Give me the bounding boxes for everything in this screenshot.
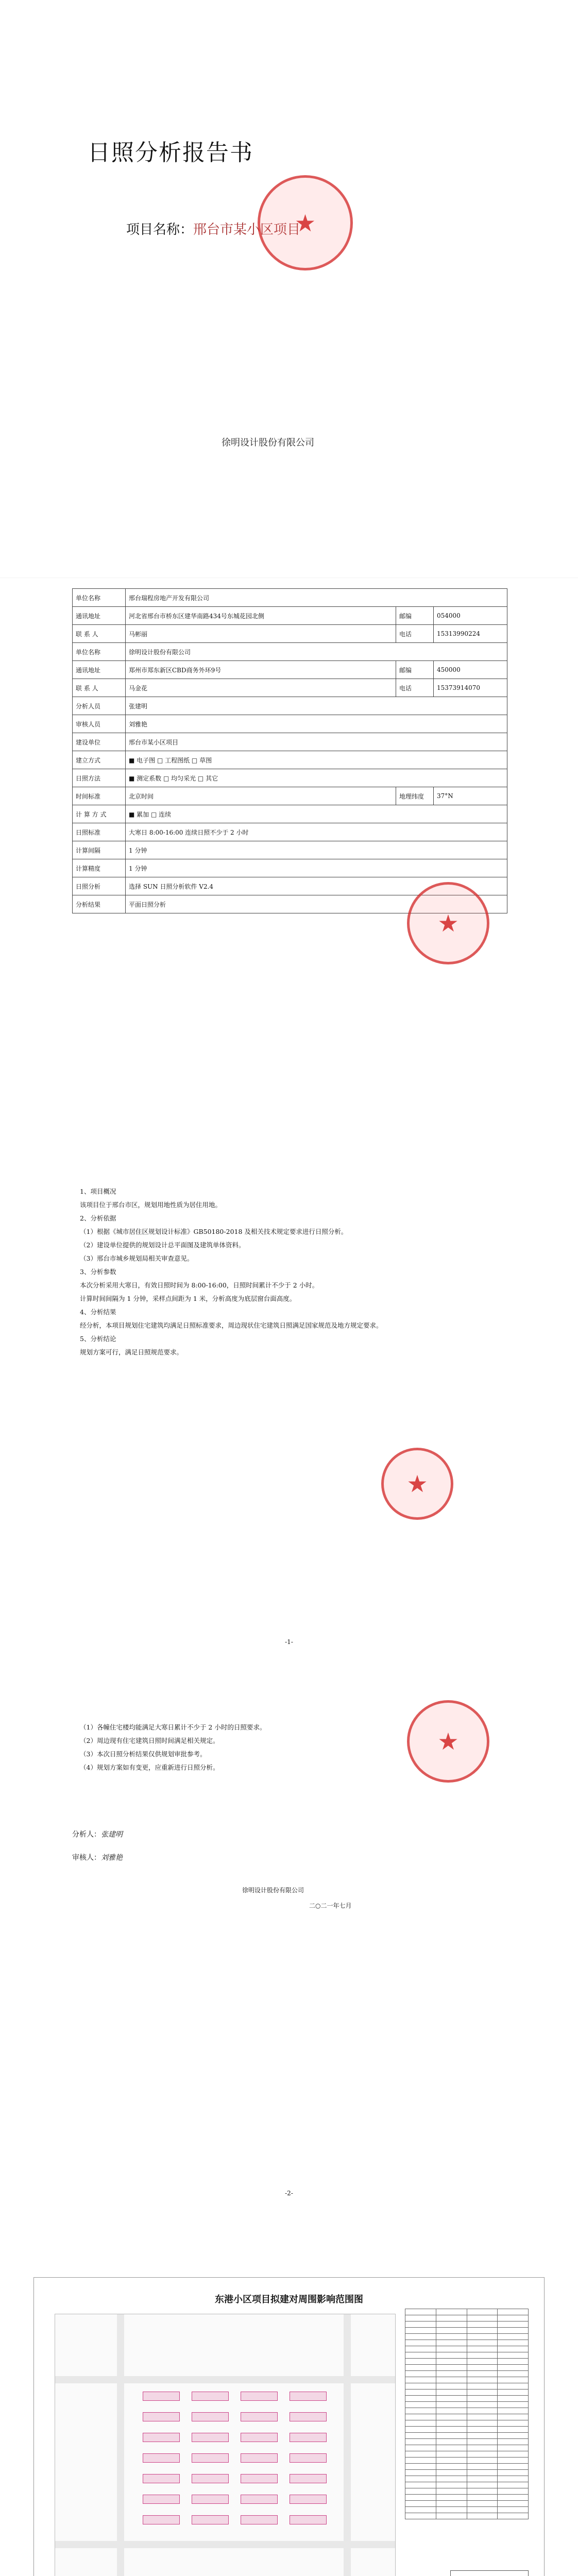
info-value: 选择 SUN 日照分析软件 V2.4 — [126, 877, 507, 895]
info-label-2: 电话 — [396, 625, 434, 643]
info-row — [73, 697, 507, 715]
cover-page — [0, 0, 578, 577]
info-value: 郑州市郑东新区CBD商务外环9号 — [126, 661, 396, 679]
info-label: 日照分析 — [73, 877, 126, 895]
info-value: ■ 电子图 □ 工程图纸 □ 草图 — [126, 751, 507, 769]
seal-star-icon: ★ — [437, 1727, 459, 1755]
info-value-2: 37°N — [434, 787, 507, 805]
info-label: 单位名称 — [73, 643, 126, 661]
info-row — [73, 859, 507, 877]
info-label-2: 邮编 — [396, 661, 434, 679]
info-label: 计 算 方 式 — [73, 805, 126, 823]
building-block — [290, 2474, 327, 2483]
info-label: 分析人员 — [73, 697, 126, 715]
paragraph: （2）建设单位提供的规划设计总平面图及建筑单体资料。 — [80, 1241, 245, 1249]
info-label: 建立方式 — [73, 751, 126, 769]
site-plan — [55, 2314, 396, 2576]
building-block — [192, 2495, 229, 2504]
paragraph: （1）根据《城市居住区规划设计标准》GB50180-2018 及相关技术规定要求进行日照分析。 — [80, 1228, 348, 1235]
building-block — [192, 2474, 229, 2483]
building-block — [241, 2412, 278, 2421]
paragraph: （4）规划方案如有变更，应重新进行日照分析。 — [80, 1764, 219, 1771]
info-row — [73, 805, 507, 823]
info-value: 北京时间 — [126, 787, 396, 805]
conclusion-seal — [407, 1700, 489, 1783]
paragraph: 规划方案可行，满足日照规范要求。 — [80, 1348, 183, 1356]
info-value: 邢台瑞程房地产开发有限公司 — [126, 589, 507, 607]
analyst-signature: 分析人：张建明 — [72, 1831, 123, 1839]
report-title: 日照分析报告书 — [88, 140, 253, 166]
info-value-2: 450000 — [434, 661, 507, 679]
page-number: -2- — [285, 2190, 293, 2197]
building-block — [290, 2392, 327, 2401]
reviewer-signature: 审核人：刘雅艳 — [72, 1854, 123, 1862]
paragraph: 经分析，本项目规划住宅建筑均满足日照标准要求，周边现状住宅建筑日照满足国家规范及地方规定要求。 — [80, 1321, 383, 1329]
building-block — [290, 2412, 327, 2421]
paragraph: （3）本次日照分析结果仅供规划审批参考。 — [80, 1750, 207, 1758]
info-row — [73, 733, 507, 751]
drawing-legend — [405, 2309, 529, 2576]
company-signature: 徐明设计股份有限公司 — [242, 1887, 304, 1894]
info-label: 通讯地址 — [73, 607, 126, 625]
building-block — [143, 2392, 180, 2401]
info-label: 单位名称 — [73, 589, 126, 607]
paragraph: 该项目位于邢台市区，规划用地性质为居住用地。 — [80, 1201, 222, 1209]
building-block — [143, 2412, 180, 2421]
seal-star-icon: ★ — [406, 1470, 428, 1498]
info-label: 分析结果 — [73, 895, 126, 913]
building-block — [192, 2515, 229, 2524]
info-value: 刘雅艳 — [126, 715, 507, 733]
building-block — [192, 2433, 229, 2442]
info-page — [0, 578, 578, 1093]
building-block — [241, 2474, 278, 2483]
building-block — [290, 2453, 327, 2463]
seal-star-icon: ★ — [294, 209, 316, 237]
info-label: 时间标准 — [73, 787, 126, 805]
building-block — [192, 2453, 229, 2463]
building-block — [143, 2453, 180, 2463]
info-row — [73, 787, 507, 805]
info-row — [73, 841, 507, 859]
text-page-2 — [0, 1685, 578, 2215]
building-block — [192, 2392, 229, 2401]
info-value: ■ 累加 □ 连续 — [126, 805, 507, 823]
info-label: 联 系 人 — [73, 625, 126, 643]
info-value: 河北省邢台市桥东区建华南路434号东城花园北侧 — [126, 607, 396, 625]
info-value: 大寒日 8:00-16:00 连续日照不少于 2 小时 — [126, 823, 507, 841]
drawing-impact-range — [33, 2277, 545, 2576]
paragraph: （3）邢台市城乡规划局相关审查意见。 — [80, 1255, 194, 1262]
building-block — [241, 2433, 278, 2442]
info-value: ■ 测定系数 □ 均匀采光 □ 其它 — [126, 769, 507, 787]
info-row — [73, 661, 507, 679]
paragraph: 本次分析采用大寒日，有效日照时间为 8:00-16:00，日照时间累计不少于 2 小时。 — [80, 1281, 319, 1289]
paragraph: （1）各幢住宅楼均能满足大寒日累计不少于 2 小时的日照要求。 — [80, 1723, 266, 1731]
road — [117, 2314, 124, 2576]
info-row — [73, 679, 507, 697]
company-name: 徐明设计股份有限公司 — [222, 437, 314, 448]
paragraph: （2）周边现有住宅建筑日照时间满足相关规定。 — [80, 1737, 219, 1744]
drawing-title: 东港小区项目拟建对周围影响范围图 — [215, 2294, 363, 2305]
info-label: 计算间隔 — [73, 841, 126, 859]
text-page-1 — [0, 1149, 578, 1680]
seal-star-icon: ★ — [437, 909, 459, 937]
project-value: 邢台市某小区项目 — [193, 222, 301, 238]
info-label-2: 电话 — [396, 679, 434, 697]
info-row — [73, 625, 507, 643]
paragraph: 5、分析结论 — [80, 1335, 116, 1343]
paragraph: 1、项目概况 — [80, 1188, 116, 1195]
approval-seal — [407, 882, 489, 964]
info-value: 马金花 — [126, 679, 396, 697]
building-block — [143, 2474, 180, 2483]
info-value: 邢台市某小区项目 — [126, 733, 507, 751]
info-value: 1 分钟 — [126, 859, 507, 877]
info-row — [73, 607, 507, 625]
info-label: 建设单位 — [73, 733, 126, 751]
building-block — [241, 2515, 278, 2524]
road — [344, 2314, 351, 2576]
info-label-2: 地理纬度 — [396, 787, 434, 805]
building-block — [143, 2433, 180, 2442]
info-value-2: 054000 — [434, 607, 507, 625]
info-row — [73, 751, 507, 769]
info-value: 马彬丽 — [126, 625, 396, 643]
info-row — [73, 715, 507, 733]
info-table — [72, 588, 507, 913]
building-block — [241, 2495, 278, 2504]
info-label: 联 系 人 — [73, 679, 126, 697]
info-value: 徐明设计股份有限公司 — [126, 643, 507, 661]
text-seal — [381, 1448, 453, 1520]
report-date: 二○二一年七月 — [309, 1902, 352, 1909]
info-label-2: 邮编 — [396, 607, 434, 625]
building-block — [290, 2433, 327, 2442]
paragraph: 3、分析参数 — [80, 1268, 116, 1276]
project-label: 项目名称： — [126, 222, 194, 238]
building-block — [241, 2392, 278, 2401]
info-value-2: 15313990224 — [434, 625, 507, 643]
info-row — [73, 769, 507, 787]
info-row — [73, 823, 507, 841]
info-label: 计算精度 — [73, 859, 126, 877]
info-row — [73, 589, 507, 607]
building-block — [290, 2515, 327, 2524]
paragraph: 计算时间间隔为 1 分钟，采样点间距为 1 米，分析高度为底层窗台面高度。 — [80, 1295, 296, 1302]
info-label: 审核人员 — [73, 715, 126, 733]
info-label: 通讯地址 — [73, 661, 126, 679]
info-value: 张建明 — [126, 697, 507, 715]
info-row — [73, 643, 507, 661]
info-value: 1 分钟 — [126, 841, 507, 859]
building-block — [241, 2453, 278, 2463]
company-seal — [258, 175, 353, 270]
info-value-2: 15373914070 — [434, 679, 507, 697]
paragraph: 2、分析依据 — [80, 1214, 116, 1222]
text-body — [67, 1185, 510, 1359]
info-label: 日照标准 — [73, 823, 126, 841]
building-block — [143, 2495, 180, 2504]
page-number: -1- — [285, 1638, 293, 1646]
building-block — [290, 2495, 327, 2504]
building-block — [143, 2515, 180, 2524]
info-label: 日照方法 — [73, 769, 126, 787]
title-block-logo — [450, 2570, 529, 2576]
paragraph: 4、分析结果 — [80, 1308, 116, 1316]
info-value: 平面日照分析 — [126, 895, 507, 913]
building-block — [192, 2412, 229, 2421]
